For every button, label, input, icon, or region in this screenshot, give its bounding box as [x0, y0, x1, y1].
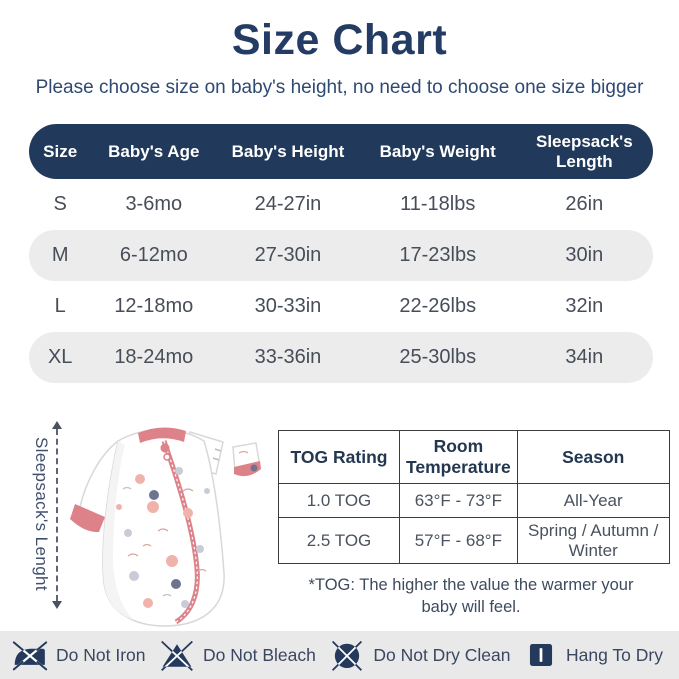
tog-footnote-line1: *TOG: The higher the value the warmer your: [308, 576, 634, 594]
header-sleepsacks-length: Sleepsack's Length: [536, 131, 633, 171]
tog-footnote-line2: baby will feel.: [421, 598, 521, 617]
care-label: Do Not Bleach: [203, 644, 316, 665]
care-label: Hang To Dry: [566, 644, 663, 665]
do-not-iron-icon: [12, 637, 48, 673]
sleepsack-illustration: [58, 411, 266, 633]
tog-header-room-temperature: Room Temperature: [400, 431, 518, 484]
table-row-l: [29, 281, 653, 332]
cell-height: 33-36in: [254, 346, 322, 368]
tog-table: [278, 430, 670, 564]
size-table: [29, 124, 653, 383]
care-item-do-not-dry-clean: [329, 637, 510, 673]
cell-size: S: [53, 193, 67, 215]
cell-age: 12-18mo: [114, 295, 194, 317]
tog-temp-cell: 63°F - 73°F: [400, 484, 518, 518]
header-size: Size: [43, 141, 78, 161]
tog-season-cell: Spring / Autumn / Winter: [517, 518, 669, 564]
care-label: Do Not Iron: [56, 644, 146, 665]
tog-header-rating: TOG Rating: [279, 431, 400, 484]
size-table-header-row: [29, 124, 653, 179]
tog-rating-cell: 2.5 TOG: [279, 518, 400, 564]
header-babys-age: Baby's Age: [108, 141, 200, 161]
cell-height: 30-33in: [254, 295, 322, 317]
cell-size: M: [51, 244, 69, 266]
page-subtitle: Please choose size on baby's height, no need to choose one size bigger: [35, 77, 644, 98]
table-row-xl: [29, 332, 653, 383]
cell-length: 34in: [565, 346, 604, 368]
care-item-do-not-bleach: [159, 637, 316, 673]
cell-weight: 22-26lbs: [399, 295, 477, 317]
tog-row-1: [279, 484, 670, 518]
table-row-s: [29, 179, 653, 230]
header-babys-weight: Baby's Weight: [379, 141, 496, 161]
hang-to-dry-icon: [524, 638, 558, 672]
tog-header-season: Season: [517, 431, 669, 484]
page-title: Size Chart: [231, 16, 448, 64]
care-label: Do Not Dry Clean: [373, 644, 511, 665]
tog-footnote: [278, 574, 664, 619]
cell-height: 24-27in: [254, 193, 322, 215]
cell-age: 3-6mo: [125, 193, 183, 215]
cell-weight: 11-18lbs: [400, 193, 476, 215]
tog-temp-cell: 57°F - 68°F: [400, 518, 518, 564]
do-not-bleach-icon: [159, 637, 195, 673]
cell-height: 27-30in: [254, 244, 322, 266]
cell-length: 30in: [565, 244, 604, 266]
tog-season-cell: All-Year: [517, 484, 669, 518]
cell-length: 26in: [565, 193, 604, 215]
cell-age: 18-24mo: [114, 346, 194, 368]
cell-weight: 17-23lbs: [399, 244, 477, 266]
cell-size: L: [54, 295, 66, 317]
tog-row-2: [279, 518, 670, 564]
care-instructions-bar: [0, 631, 679, 679]
sleepsack-length-label: Sleepsack's Lenght: [32, 436, 51, 592]
table-row-m: [29, 230, 653, 281]
care-item-do-not-iron: [12, 637, 145, 673]
tog-header-row: [279, 431, 670, 484]
tog-rating-cell: 1.0 TOG: [279, 484, 400, 518]
do-not-dry-clean-icon: [329, 637, 365, 673]
cell-age: 6-12mo: [119, 244, 188, 266]
cell-length: 32in: [565, 295, 604, 317]
cell-size: XL: [47, 346, 73, 368]
cell-weight: 25-30lbs: [399, 346, 477, 368]
header-babys-height: Baby's Height: [231, 141, 345, 161]
care-item-hang-to-dry: [524, 638, 663, 672]
